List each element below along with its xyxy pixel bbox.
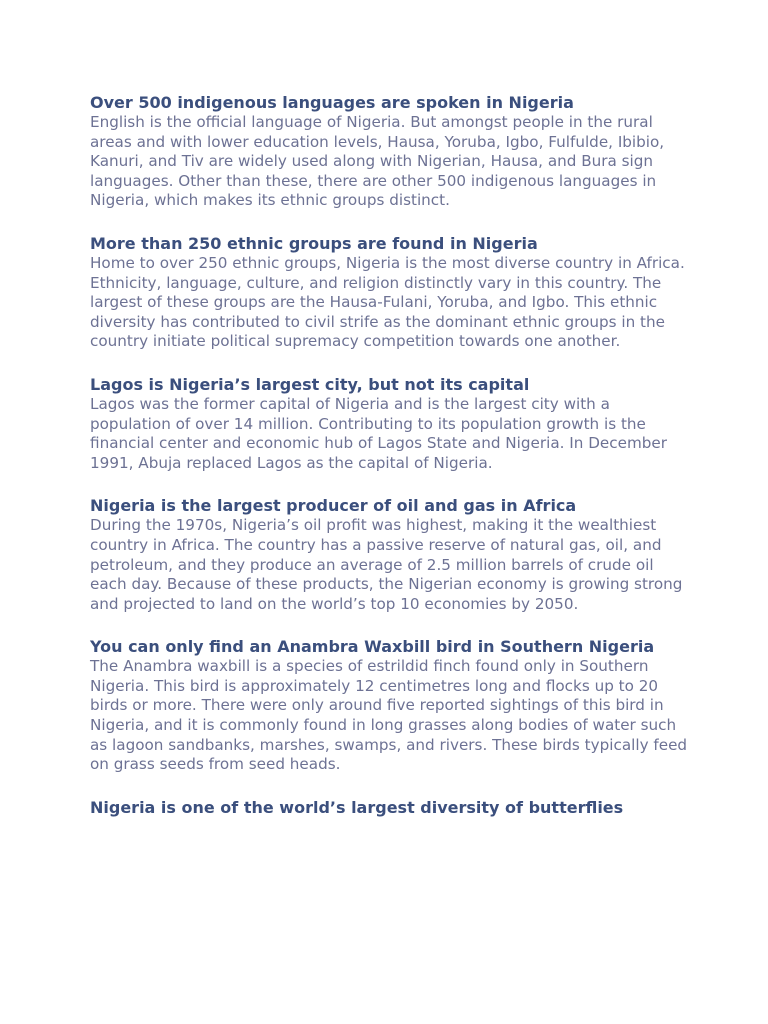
section-ethnic-groups bbox=[90, 234, 690, 352]
section-heading: Nigeria is one of the world’s largest diversity of butterflies bbox=[90, 797, 624, 817]
section-body: English is the official language of Nigeria. But amongst people in the rural areas and with lower education levels, Hausa, Yoruba, Igbo, Fulfulde, Ibibio, Kanuri, and Tiv are widely used along with Nigerian, Hausa, and Bura sign languages. Other than these, there are other 500 indigenous languages in Nigeria, which makes its ethnic groups distinct. bbox=[90, 113, 665, 210]
section-butterflies bbox=[90, 798, 690, 818]
section-heading: Over 500 indigenous languages are spoken in Nigeria bbox=[90, 93, 574, 112]
section-body: During the 1970s, Nigeria’s oil profit was highest, making it the wealthiest country in Africa. The country has a passive reserve of natural gas, oil, and petroleum, and they produce an average of 2.5 million barrels of crude oil each day. Because of these products, the Nigerian economy is growing strong and projected to land on the world’s top 10 economies by 2050. bbox=[90, 516, 683, 613]
document-page bbox=[90, 93, 690, 841]
section-lagos bbox=[90, 375, 690, 473]
section-heading: Nigeria is the largest producer of oil and gas in Africa bbox=[90, 496, 577, 516]
section-body: Home to over 250 ethnic groups, Nigeria is the most diverse country in Africa. Ethnicity, language, culture, and religion distinctly vary in this country. The largest of these groups are the Hausa-Fulani, Yoruba, and Igbo. This ethnic diversity has contributed to civil strife as the dominant ethnic groups in the country initiate political supremacy competition towards one another. bbox=[90, 253, 685, 351]
section-heading: You can only find an Anambra Waxbill bird in Southern Nigeria bbox=[90, 637, 655, 657]
section-anambra-waxbill bbox=[90, 637, 690, 775]
section-languages bbox=[90, 93, 690, 211]
section-heading: Lagos is Nigeria’s largest city, but not its capital bbox=[90, 374, 530, 394]
section-heading: More than 250 ethnic groups are found in Nigeria bbox=[90, 233, 538, 253]
section-oil-gas bbox=[90, 496, 690, 614]
section-body: The Anambra waxbill is a species of estrildid finch found only in Southern Nigeria. This bird is approximately 12 centimetres long and flocks up to 20 birds or more. There were only around five reported sightings of this bird in Nigeria, and it is commonly found in long grasses along bodies of water such as lagoon sandbanks, marshes, swamps, and rivers. These birds typically feed on grass seeds from seed heads. bbox=[90, 657, 688, 774]
section-body: Lagos was the former capital of Nigeria and is the largest city with a population of over 14 million. Contributing to its population growth is the financial center and economic hub of Lagos State and Nigeria. In December 1991, Abuja replaced Lagos as the capital of Nigeria. bbox=[90, 394, 667, 472]
